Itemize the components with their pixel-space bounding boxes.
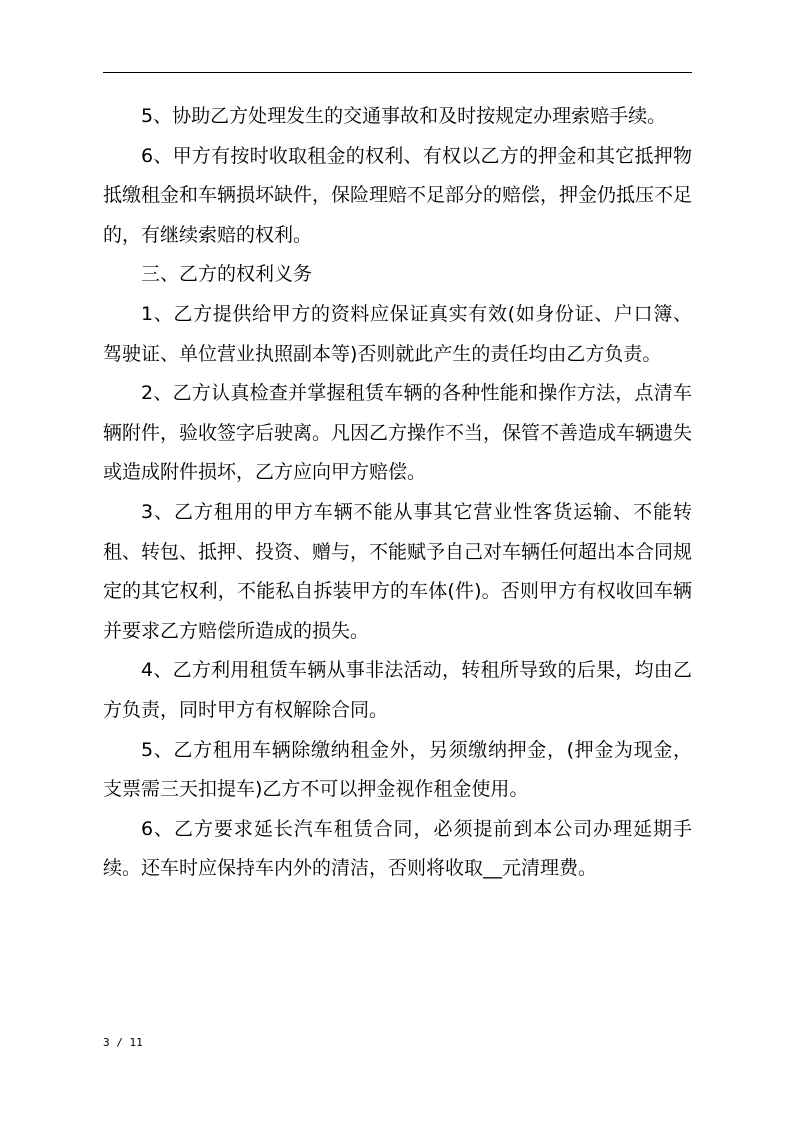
paragraph-2: 6、甲方有按时收取租金的权利、有权以乙方的押金和其它抵押物抵缴租金和车辆损坏缺件，保险理赔不足部分的赔偿，押金仍抵压不足的，有继续索赔的权利。 xyxy=(103,144,693,246)
paragraph-1: 5、协助乙方处理发生的交通事故和及时按规定办理索赔手续。 xyxy=(141,105,667,127)
page-number: 3 / 11 xyxy=(103,1036,143,1049)
header-rule xyxy=(103,72,692,73)
paragraph-8: 6、乙方要求延长汽车租赁合同，必须提前到本公司办理延期手续。还车时应保持车内外的清洁，否则将收取__元清理费。 xyxy=(103,817,692,880)
paragraph-6: 4、乙方利用租赁车辆从事非法活动，转租所导致的后果，均由乙方负责，同时甲方有权解除合同。 xyxy=(103,659,692,721)
section-heading: 三、乙方的权利义务 xyxy=(141,263,313,286)
paragraph-4: 2、乙方认真检查并掌握租赁车辆的各种性能和操作方法，点清车辆附件，验收签字后驶离。凡因乙方操作不当，保管不善造成车辆遗失或造成附件损坏，乙方应向甲方赔偿。 xyxy=(103,382,693,484)
paragraph-5: 3、乙方租用的甲方车辆不能从事其它营业性客货运输、不能转租、转包、抵押、投资、赠与，不能赋予自己对车辆任何超出本合同规定的其它权利，不能私自拆装甲方的车体(件)。否则甲方有权收回车辆并要求乙方赔偿所造成的损失。 xyxy=(103,500,693,642)
document-body xyxy=(103,97,692,889)
paragraph-7: 5、乙方租用车辆除缴纳租金外，另须缴纳押金，(押金为现金，支票需三天扣提车)乙方不可以押金视作租金使用。 xyxy=(103,738,692,801)
paragraph-3: 1、乙方提供给甲方的资料应保证真实有效(如身份证、户口簿、驾驶证、单位营业执照副本等)否则就此产生的责任均由乙方负责。 xyxy=(103,302,692,365)
